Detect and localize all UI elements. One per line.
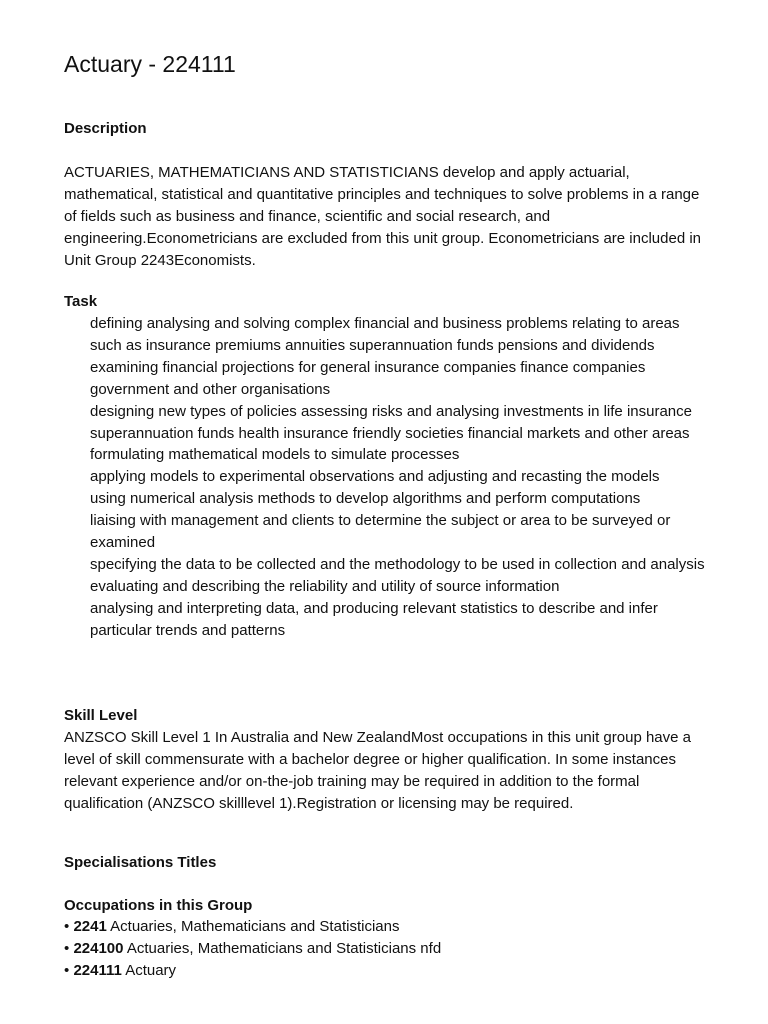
occupation-code: 2241 [73,918,107,935]
occupations-list [64,916,441,982]
skill-level-heading: Skill Level [64,707,138,724]
skill-level-text: ANZSCO Skill Level 1 In Australia and New ZealandMost occupations in this unit group have a level of skill commensurate with a bachelor degree or higher qualification. In some instances relevant experience and/or on-the-job training may be required in addition to the formal qualification (ANZSCO skilllevel 1).Registration or licensing may be required. [64,729,691,812]
specialisations-heading: Specialisations Titles [64,854,217,871]
bullet: • [64,940,70,957]
occupation-item [64,916,441,938]
bullet: • [64,962,70,979]
task-item: formulating mathematical models to simulate processes [90,446,460,464]
occupation-name: Actuary [125,962,177,979]
occupation-code: 224111 [73,962,122,979]
task-heading: Task [64,293,98,310]
task-item: specifying the data to be collected and the methodology to be used in collection and analysis [90,555,705,573]
task-item: applying models to experimental observations and adjusting and recasting the models [90,468,660,486]
occupation-code: 224100 [73,940,124,957]
task-item: using numerical analysis methods to develop algorithms and perform computations [90,490,641,508]
occupations-heading: Occupations in this Group [64,897,253,914]
task-item: evaluating and describing the reliability and utility of source information [90,577,560,595]
occupation-name: Actuaries, Mathematicians and Statisticians nfd [126,940,442,957]
description-text: ACTUARIES, MATHEMATICIANS AND STATISTICIANS develop and apply actuarial, mathematical, statistical and quantitative principles and techniques to solve problems in a range of fields such as business and finance, scientific and social research, and engineering.Econometricians are excluded from this unit group. Econometricians are included in Unit Group 2243Economists. [64,164,702,269]
page-title: Actuary - 224111 [64,51,236,77]
occupation-name: Actuaries, Mathematicians and Statisticians [110,918,400,935]
occupation-item [64,960,441,982]
task-item: examining financial projections for general insurance companies finance companies government and other organisations [90,358,646,398]
occupation-item [64,938,441,960]
task-item: defining analysing and solving complex financial and business problems relating to areas such as insurance premiums annuities superannuation funds pensions and dividends [90,315,680,354]
task-item: designing new types of policies assessing risks and analysing investments in life insurance superannuation funds health insurance friendly societies financial markets and other areas [90,402,692,442]
description-heading: Description [64,120,147,137]
task-item: analysing and interpreting data, and producing relevant statistics to describe and infer particular trends and patterns [90,599,658,639]
task-list [90,313,710,642]
task-item: liaising with management and clients to determine the subject or area to be surveyed or examined [90,512,671,552]
bullet: • [64,918,70,935]
